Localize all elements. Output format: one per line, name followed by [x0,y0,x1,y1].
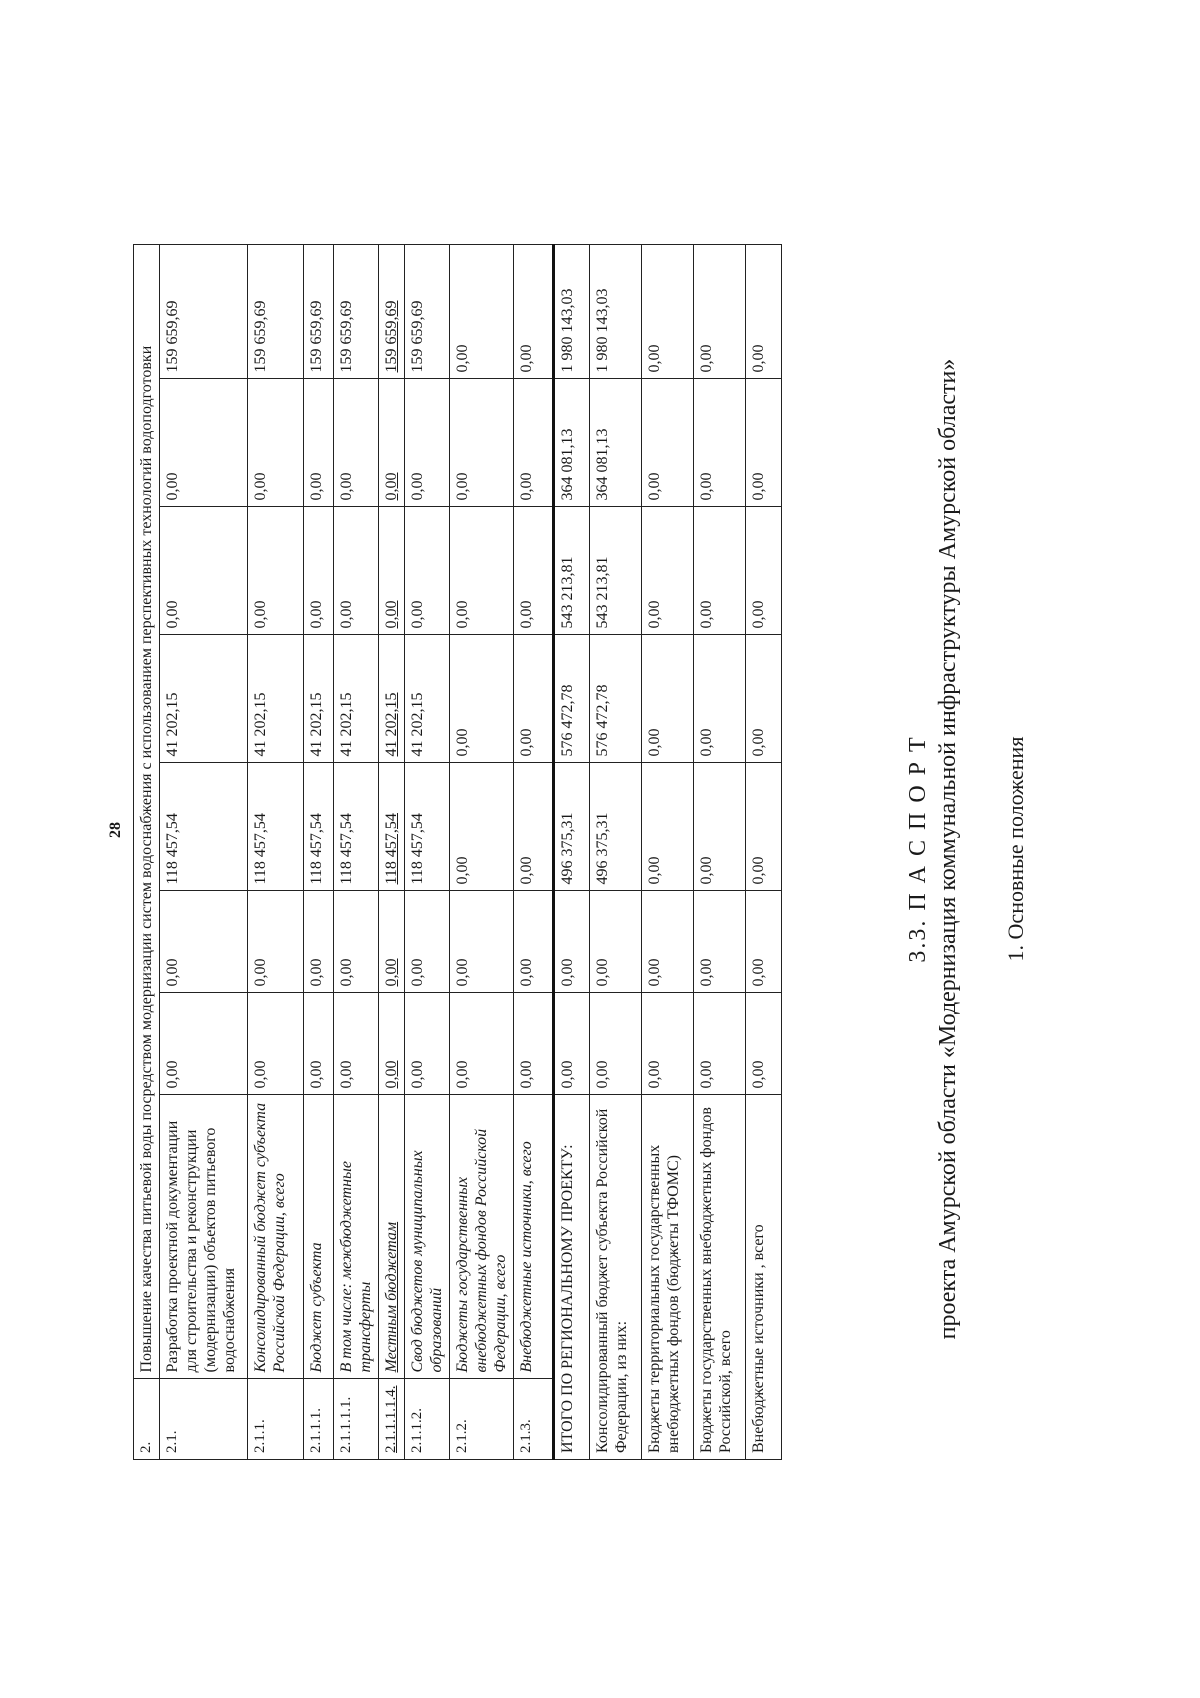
value-cell: 0,00 [746,891,782,993]
value-cell: 0,00 [334,891,379,993]
section-title: Повышение качества питьевой воды посредством модернизации систем водоснабжения с использованием перспективных технологий водоподготовки [134,245,160,1379]
value-cell: 496 375,31 [590,763,642,891]
value-cell: 0,00 [514,379,554,507]
table-row [379,245,405,1460]
row-name: Свод бюджетов муниципальных образований [405,1095,450,1379]
value-cell: 0,00 [746,245,782,379]
table-row [160,245,248,1460]
value-cell: 0,00 [642,507,694,635]
total-row [642,245,694,1460]
row-name: В том числе: межбюджетные трансферты [334,1095,379,1379]
value-cell: 118 457,54 [160,763,248,891]
value-cell: 543 213,81 [554,507,590,635]
section-heading: 1. Основные положения [1003,736,1028,962]
value-cell: 0,00 [304,379,334,507]
value-cell: 0,00 [514,891,554,993]
row-name: Бюджеты государственных внебюджетных фондов Российской Федерации, всего [450,1095,514,1379]
value-cell: 41 202,15 [160,635,248,763]
value-cell: 159 659,69 [379,245,405,379]
value-cell: 0,00 [554,891,590,993]
row-code: 2.1.1. [248,1379,304,1460]
value-cell: 0,00 [405,507,450,635]
value-cell: 0,00 [160,507,248,635]
value-cell: 0,00 [450,507,514,635]
row-code: 2.1.3. [514,1379,554,1460]
value-cell: 0,00 [694,507,746,635]
row-code: 2.1. [160,1379,248,1460]
total-name: Внебюджетные источники , всего [746,1095,782,1460]
row-name: Бюджет субъекта [304,1095,334,1379]
value-cell: 0,00 [746,635,782,763]
total-name: Бюджеты территориальных государственных внебюджетных фондов (бюджеты ТФОМС) [642,1095,694,1460]
value-cell: 0,00 [248,379,304,507]
value-cell: 0,00 [304,507,334,635]
value-cell: 118 457,54 [379,763,405,891]
row-code: 2.1.1.1.1. [334,1379,379,1460]
value-cell: 118 457,54 [304,763,334,891]
total-name: Консолидированный бюджет субъекта Российской Федерации, из них: [590,1095,642,1460]
value-cell: 0,00 [642,763,694,891]
value-cell: 0,00 [405,891,450,993]
value-cell: 0,00 [642,635,694,763]
row-name: Внебюджетные источники, всего [514,1095,554,1379]
row-name: Консолидированный бюджет субъекта Российской Федерации, всего [248,1095,304,1379]
value-cell: 0,00 [642,379,694,507]
value-cell: 0,00 [334,507,379,635]
value-cell: 118 457,54 [334,763,379,891]
section-code: 2. [134,1379,160,1460]
value-cell: 0,00 [160,379,248,507]
value-cell: 364 081,13 [554,379,590,507]
page-number: 28 [107,822,124,838]
value-cell: 0,00 [590,891,642,993]
value-cell: 1 980 143,03 [554,245,590,379]
value-cell: 159 659,69 [160,245,248,379]
value-cell: 0,00 [694,635,746,763]
value-cell: 0,00 [379,891,405,993]
value-cell: 496 375,31 [554,763,590,891]
value-cell: 41 202,15 [334,635,379,763]
value-cell: 0,00 [450,891,514,993]
value-cell: 118 457,54 [248,763,304,891]
total-row [746,245,782,1460]
value-cell: 0,00 [642,993,694,1095]
row-name: Местным бюджетам [379,1095,405,1379]
value-cell: 0,00 [694,891,746,993]
value-cell: 41 202,15 [405,635,450,763]
value-cell: 159 659,69 [248,245,304,379]
value-cell: 543 213,81 [590,507,642,635]
table-row [248,245,304,1460]
value-cell: 0,00 [334,379,379,507]
value-cell: 41 202,15 [248,635,304,763]
value-cell: 0,00 [248,507,304,635]
value-cell: 0,00 [450,379,514,507]
value-cell: 0,00 [379,379,405,507]
value-cell: 0,00 [248,993,304,1095]
value-cell: 41 202,15 [379,635,405,763]
total-row [694,245,746,1460]
value-cell: 0,00 [450,993,514,1095]
row-code: 2.1.1.1.1.4. [379,1379,405,1460]
value-cell: 0,00 [379,507,405,635]
value-cell: 0,00 [514,635,554,763]
value-cell: 0,00 [514,507,554,635]
value-cell: 0,00 [554,993,590,1095]
budget-table [133,245,782,1461]
value-cell: 159 659,69 [304,245,334,379]
value-cell: 0,00 [746,763,782,891]
row-code: 2.1.1.2. [405,1379,450,1460]
value-cell: 0,00 [450,635,514,763]
value-cell: 0,00 [160,993,248,1095]
total-row [554,245,590,1460]
row-code: 2.1.1.1. [304,1379,334,1460]
value-cell: 576 472,78 [590,635,642,763]
value-cell: 0,00 [405,379,450,507]
value-cell: 0,00 [694,379,746,507]
value-cell: 0,00 [694,993,746,1095]
table-row [304,245,334,1460]
value-cell: 1 980 143,03 [590,245,642,379]
value-cell: 0,00 [248,891,304,993]
table-row [405,245,450,1460]
value-cell: 0,00 [379,993,405,1095]
total-row [590,245,642,1460]
table-row [450,245,514,1460]
row-code: 2.1.2. [450,1379,514,1460]
value-cell: 0,00 [405,993,450,1095]
value-cell: 0,00 [304,993,334,1095]
value-cell: 0,00 [450,245,514,379]
value-cell: 364 081,13 [590,379,642,507]
value-cell: 0,00 [746,993,782,1095]
value-cell: 118 457,54 [405,763,450,891]
section-row [134,245,160,1460]
value-cell: 159 659,69 [334,245,379,379]
value-cell: 576 472,78 [554,635,590,763]
project-title: проекта Амурской области «Модернизация коммунальной инфраструктуры Амурской области» [935,358,961,1340]
value-cell: 0,00 [590,993,642,1095]
row-name: Разработка проектной документации для строительства и реконструкции (модернизации) объектов питьевого водоснабжения [160,1095,248,1379]
value-cell: 41 202,15 [304,635,334,763]
value-cell: 0,00 [642,245,694,379]
value-cell: 0,00 [514,993,554,1095]
passport-title: 3.3. П А С П О Р Т [905,735,931,963]
value-cell: 0,00 [334,993,379,1095]
table-row [334,245,379,1460]
value-cell: 0,00 [746,379,782,507]
table-row [514,245,554,1460]
value-cell: 0,00 [514,763,554,891]
value-cell: 0,00 [746,507,782,635]
value-cell: 0,00 [160,891,248,993]
total-name: Бюджеты государственных внебюджетных фондов Российской, всего [694,1095,746,1460]
value-cell: 0,00 [642,891,694,993]
value-cell: 0,00 [304,891,334,993]
value-cell: 0,00 [694,245,746,379]
value-cell: 0,00 [450,763,514,891]
value-cell: 0,00 [694,763,746,891]
value-cell: 159 659,69 [405,245,450,379]
value-cell: 0,00 [514,245,554,379]
total-name: ИТОГО ПО РЕГИОНАЛЬНОМУ ПРОЕКТУ: [554,1095,590,1460]
